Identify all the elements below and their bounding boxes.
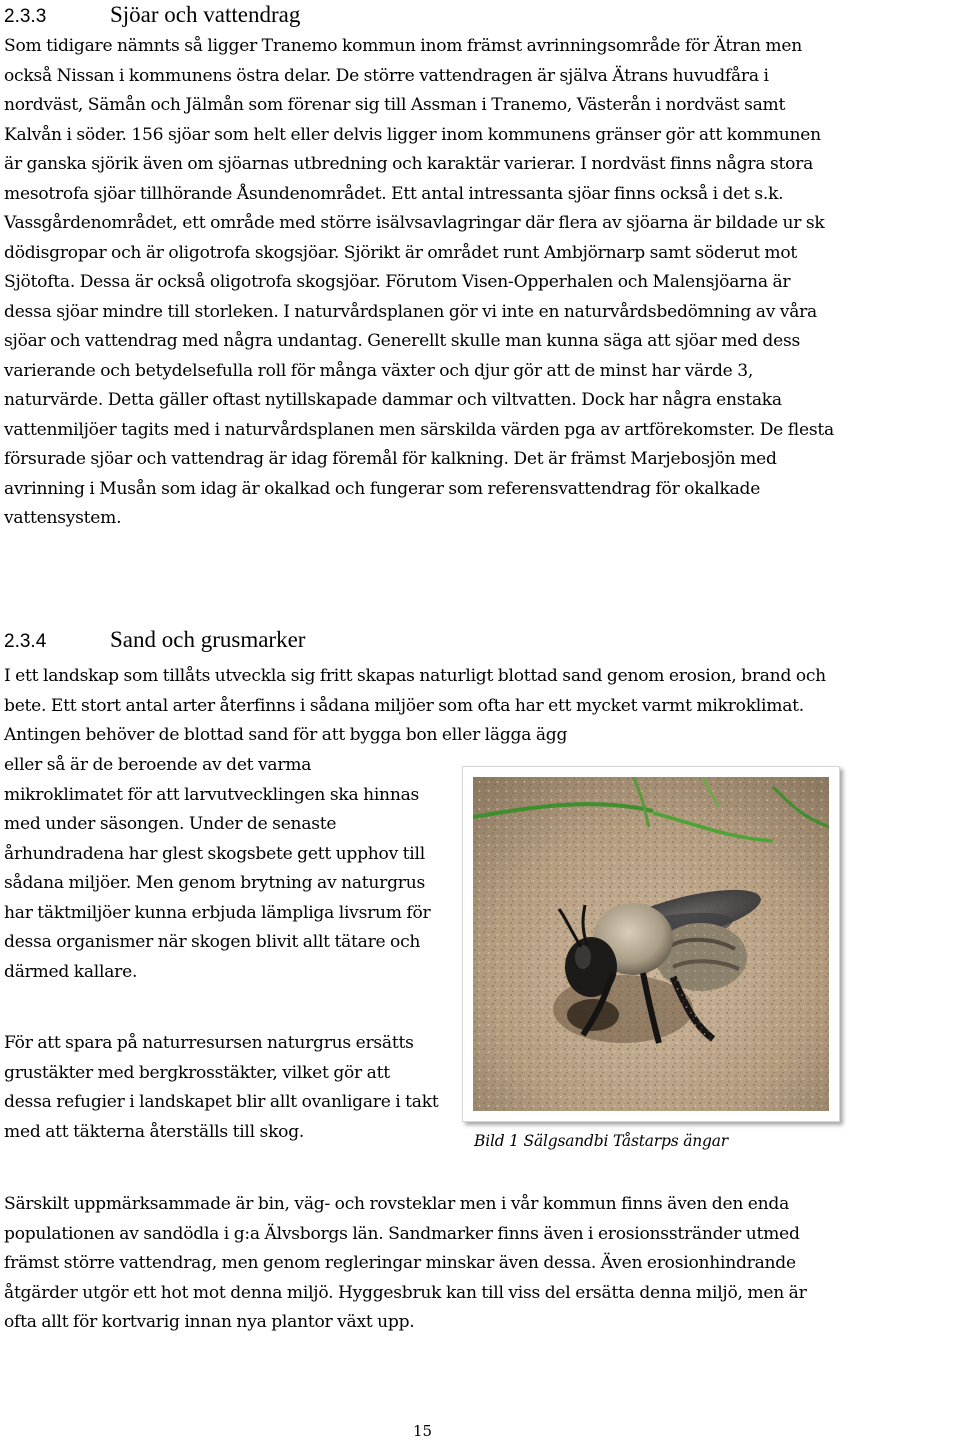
section-number: 2.3.3 <box>4 6 47 27</box>
sand-paragraph-wrap: eller så är de beroende av det varma mikroklimatet för att larvutvecklingen ska hinnas med under säsongen. Under de senaste århundradena har glest skogsbete gett upphov till sådana miljöer. Men genom brytning av naturgrus har täktmiljöer kunna erbjuda lämpliga livsrum för dessa organismer när skogen blivit allt tätare och därmed kallare. <box>4 755 431 982</box>
sand-paragraph-gravel: För att spara på naturresursen naturgrus ersätts grustäkter med bergkrosstäkter, vilket gör att dessa refugier i landskapet blir allt ovanligare i takt med att täkterna återställs till skog. <box>4 1033 439 1142</box>
sand-paragraph-intro: I ett landskap som tillåts utveckla sig fritt skapas naturligt blottad sand genom erosion, brand och bete. Ett stort antal arter återfinns i sådana miljöer som ofta har ett mycket varmt mikroklimat. Antingen behöver de blottad sand för att bygga bon eller lägga ägg <box>4 666 826 745</box>
sand-paragraph-species: Särskilt uppmärksammade är bin, väg- och rovsteklar men i vår kommun finns även den enda populationen av sandödla i g:a Älvsborgs län. Sandmarker finns även i erosionsstränder utmed främst större vattendrag, men genom regleringar minskar även dessa. Även erosionhindrande åtgärder utgör ett hot mot denna miljö. Hyggesbruk kan till viss del ersätta denna miljö, men är ofta allt för kortvarig innan nya plantor växt upp. <box>4 1194 807 1332</box>
section-heading-lakes <box>4 0 300 32</box>
lakes-paragraph: Som tidigare nämnts så ligger Tranemo kommun inom främst avrinningsområde för Ätran men också Nissan i kommunens östra delar. De större vattendragen är själva Ätrans huvudfåra i nordväst, Sämån och Jälmån som förenar sig till Assman i Tranemo, Västerån i nordväst samt Kalvån i söder. 156 sjöar som helt eller delvis ligger inom kommunens gränser gör att kommunen är ganska sjörik även om sjöarnas utbredning och karaktär varierar. I nordväst finns några stora mesotrofa sjöar tillhörande Åsundenområdet. Ett antal intressanta sjöar finns också i det s.k. Vassgårdenområdet, ett område med större isälvsavlagringar där flera av sjöarna är bildade ur sk dödisgropar och är oligotrofa skogsjöar. Sjörikt är området runt Ambjörnarp samt söderut mot Sjötofta. Dessa är också oligotrofa skogsjöar. Förutom Visen-Opperhalen och Malensjöarna är dessa sjöar mindre till storleken. I naturvårdsplanen gör vi inte en naturvårdsbedömning av våra sjöar och vattendrag med några undantag. Generellt skulle man kunna säga att sjöar med dess varierande och betydelsefulla roll för många växter och djur gör att de minst har värde 3, naturvärde. Detta gäller oftast nytillskapade dammar och viltvatten. Dock har några enstaka vattenmiljöer tagits med i naturvårdsplanen men särskilda värden pga av artförekomster. De flesta försurade sjöar och vattendrag är idag föremål för kalkning. Det är främst Marjebosjön med avrinning i Musån som idag är okalkad och fungerar som referensvattendrag för okalkade vattensystem. <box>4 36 834 528</box>
section-number: 2.3.4 <box>4 631 47 652</box>
bee-photo <box>473 777 829 1111</box>
bee-photo-figure <box>462 766 840 1122</box>
section-title: Sjöar och vattendrag <box>110 2 301 27</box>
figure-caption: Bild 1 Sälgsandbi Tåstarps ängar <box>474 1132 728 1150</box>
section-title: Sand och grusmarker <box>110 627 306 652</box>
page-number: 15 <box>412 1422 433 1440</box>
section-heading-sand <box>4 625 305 657</box>
